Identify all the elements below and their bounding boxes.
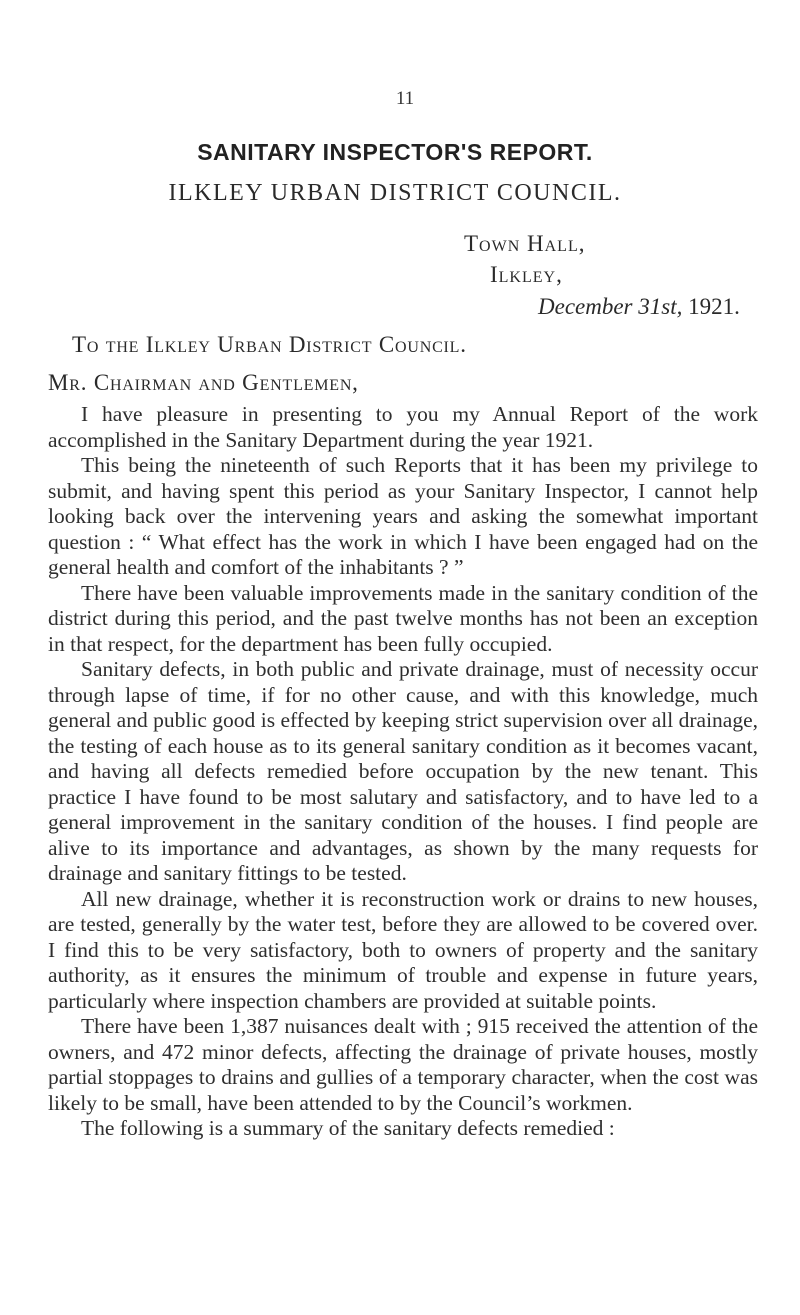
paragraph-6: There have been 1,387 nuisances dealt with ; 915 received the attention of the owners, and 472 minor defects, affecting the drainage of private houses, mostly partial stoppages to drains and gullies of a temporary character, when the cost was likely to be small, have been attended to by the Council’s workmen. — [48, 1014, 758, 1115]
page-number: 11 — [395, 88, 415, 109]
date-day: 31st, — [638, 294, 683, 319]
paragraph-2: This being the nineteenth of such Reports that it has been my privilege to submit, and having spent this period as your Sanitary Inspector, I cannot help looking back over the intervening years and asking the somewhat important question : “ What effect has the work in which I have been engaged had on the general health and comfort of the inhabitants ? ” — [48, 453, 758, 579]
paragraph-7: The following is a summary of the sanitary defects remedied : — [81, 1116, 615, 1140]
date-year: 1921. — [688, 294, 740, 319]
paragraph-5: All new drainage, whether it is reconstruction work or drains to new houses, are tested, generally by the water test, before they are allowed to be covered over. I find this to be very satisfactory, both to owners of property and the sanitary authority, as it ensures the minimum of trouble and expense in future years, particularly where inspection chambers are provided at suitable points. — [48, 886, 758, 1013]
report-title: SANITARY INSPECTOR'S REPORT. — [197, 139, 593, 165]
council-heading: ILKLEY URBAN DISTRICT COUNCIL. — [168, 180, 622, 206]
report-body — [48, 402, 758, 1142]
paragraph-1: I have pleasure in presenting to you my Annual Report of the work accomplished in the Sanitary Department during the year 1921. — [48, 402, 758, 452]
paragraph-4: Sanitary defects, in both public and private drainage, must of necessity occur through lapse of time, if for no other cause, and with this knowledge, much general and public good is effected by keeping strict supervision over all drainage, the testing of each house as to its general sanitary condition as it becomes vacant, and having all defects remedied before occupation by the new tenant. This practice I have found to be most salutary and satisfactory, and to have led to a general improvement in the sanitary condition of the houses. I find people are alive to its importance and advantages, as shown by the many requests for drainage and sanitary fittings to be tested. — [48, 657, 758, 885]
report-date — [538, 294, 740, 320]
date-month: December — [538, 294, 633, 319]
addressee-line: To the Ilkley Urban District Council. — [72, 332, 467, 357]
paragraph-3: There have been valuable improvements made in the sanitary condition of the district during this period, and the past twelve months has not been an exception in that respect, for the department has been fully occupied. — [48, 580, 758, 656]
address-line-ilkley: Ilkley, — [490, 262, 563, 287]
address-line-town-hall: Town Hall, — [464, 231, 586, 256]
salutation: Mr. Chairman and Gentlemen, — [48, 370, 359, 395]
